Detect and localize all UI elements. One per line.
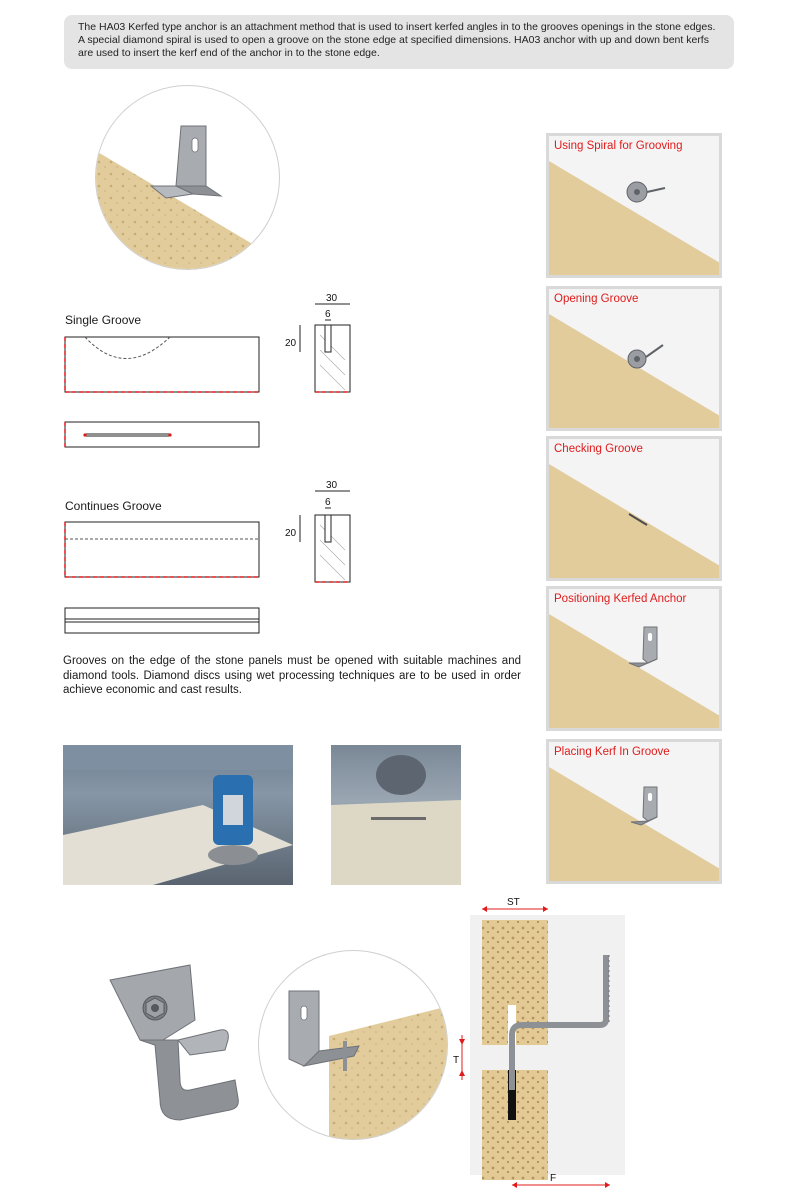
grooving-machine-photo [63, 745, 293, 885]
anchor-detail-circle [95, 85, 280, 270]
step-panel-positioning-anchor [546, 586, 722, 731]
step-panel-placing-kerf [546, 739, 722, 884]
step-title: Opening Groove [554, 293, 639, 305]
intro-line-3: are used to insert the kerf end of the anchor in to the stone edge. [78, 47, 380, 59]
intro-line-2: A special diamond spiral is used to open a groove on the stone edge at specified dimensions. HA03 anchor with up and down bent kerfs [78, 34, 709, 46]
continuous-width-dim: 30 [326, 480, 338, 491]
intro-description [64, 15, 734, 69]
single-groove-drawing [60, 290, 400, 450]
intro-line-1: The HA03 Kerfed type anchor is an attachment method that is used to insert kerfed angles in to the grooves openings in the stone edges. [78, 21, 716, 33]
kerfed-anchor-photo [80, 960, 260, 1135]
f-dim-label: F [550, 1173, 557, 1184]
single-width-dim: 30 [326, 293, 338, 304]
continuous-groove-label: Continues Groove [65, 499, 162, 513]
grooved-stone-photo [331, 745, 461, 885]
anchor-section-diagram [450, 895, 630, 1195]
continuous-groove-dim: 6 [325, 497, 331, 508]
step-panel-spiral-grooving [546, 133, 722, 278]
st-dim-label: ST [507, 897, 520, 908]
t-dim-label: T [453, 1055, 460, 1066]
continuous-depth-dim: 20 [285, 528, 297, 539]
single-depth-dim: 20 [285, 338, 297, 349]
step-title: Placing Kerf In Groove [554, 746, 670, 758]
grooving-note: Grooves on the edge of the stone panels must be opened with suitable machines and diamond tools. Diamond discs using wet processing techniques are to be used in order achieve economic and cast results. [63, 655, 521, 696]
single-groove-label: Single Groove [65, 313, 142, 327]
step-panel-opening-groove [546, 286, 722, 431]
step-title: Using Spiral for Grooving [554, 140, 683, 152]
step-panel-checking-groove [546, 436, 722, 581]
single-groove-dim: 6 [325, 309, 331, 320]
step-title: Checking Groove [554, 443, 643, 455]
step-title: Positioning Kerfed Anchor [554, 593, 687, 605]
continuous-groove-drawing [60, 475, 400, 645]
anchor-placed-circle [258, 950, 448, 1140]
